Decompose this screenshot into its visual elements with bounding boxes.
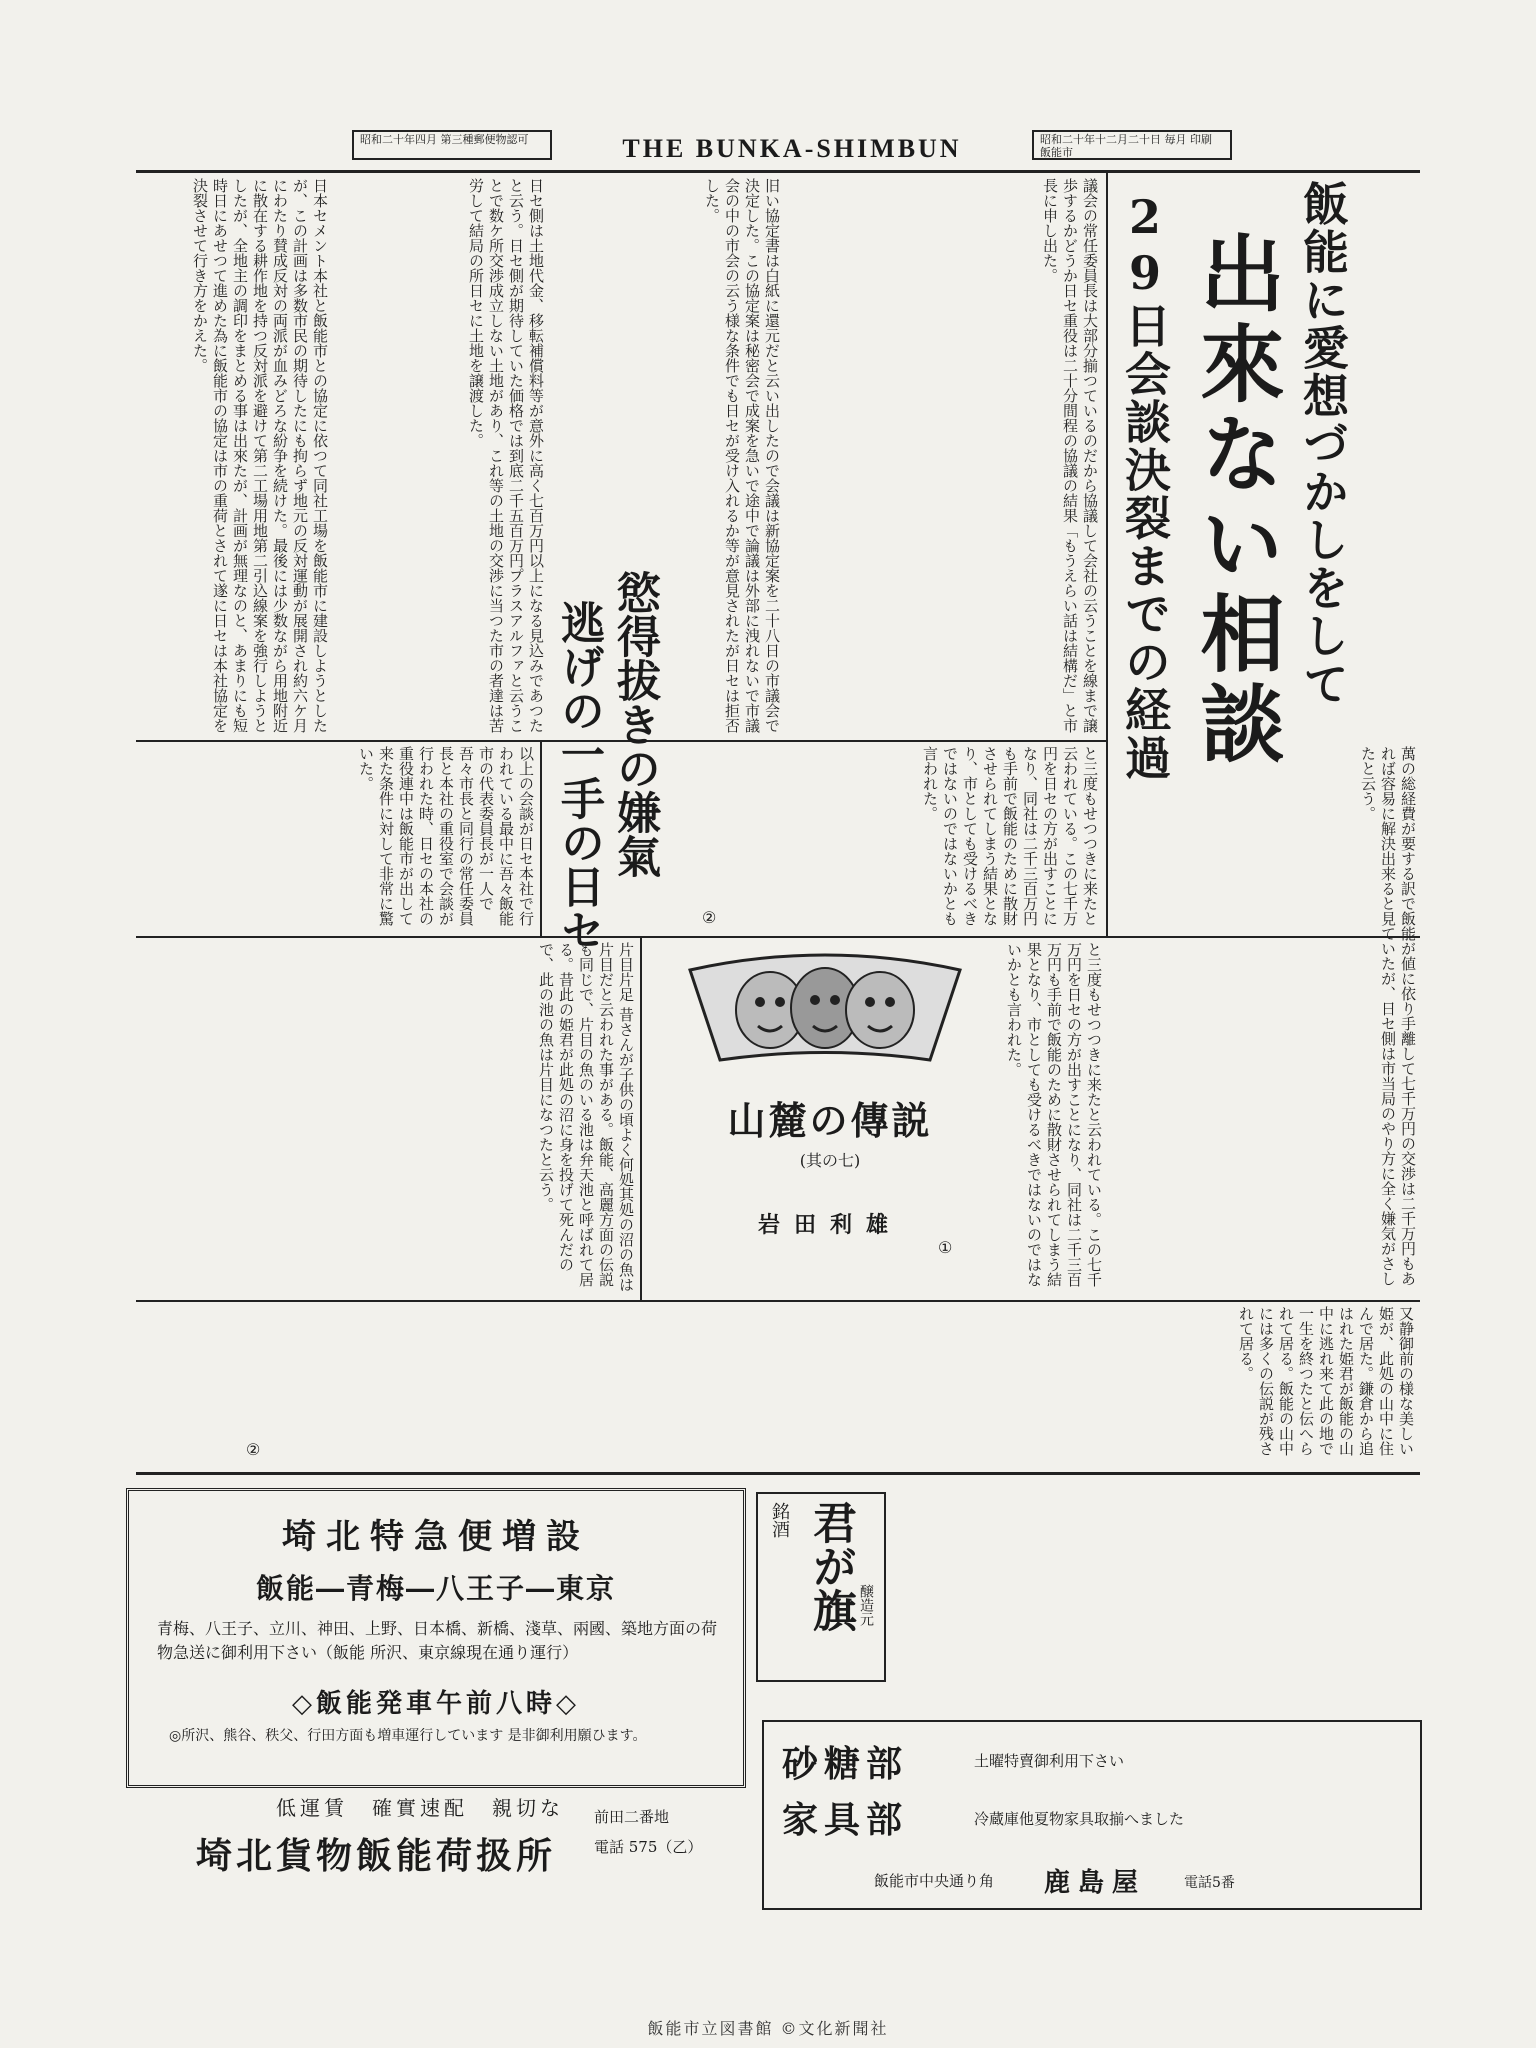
article-col-a: 日本セメント本社と飯能市との協定に依つて同社工場を飯能市に建設しようとしたが、この計画は多数市民の期待したにも拘らず地元の反対運動が展開され約六ケ月にわたり賛成反対の両派が血みどろな紛争を続けた。最後には少数ながら用地附近に散在する耕作地を持つ反対派を避けて第二工場用地第二引込線案を強行しようとしたが、全地主の調印をまとめる事は出來たが、計画が無理なのと、あまりにも短時日にあせつて進めた為に飯能市の協定は市の重荷とされて遂に日セは本社協定を決裂させて行き方をかえた。 bbox=[191, 178, 329, 733]
ad-shop-dept-sugar: 砂糖部 bbox=[782, 1743, 909, 1785]
ad-bus-note: ◎所沢、熊谷、秩父、行田方面も増車運行しています 是非御利用願ひます。 bbox=[169, 1728, 647, 1744]
headline-top: 飯能に愛想づかしをして bbox=[1296, 180, 1350, 708]
masthead bbox=[352, 128, 1232, 170]
masthead-right-box: 昭和二十年十二月二十日 毎月 印刷 飯能市 bbox=[1032, 130, 1232, 160]
ad-kashimaya bbox=[762, 1720, 1422, 1910]
headline-main: 出來ない相談 bbox=[1187, 230, 1286, 770]
article-col-c: 旧い協定書は白紙に還元だと云い出したので会議は新協定案を二十八日の市議会で決定した。この協定案は秘密会で成案を急いで途中で論議は外部に洩れないで市議会の中の市会の云う様な条件でも日セが受け入れるか等が意見されたが日セは拒否した。 bbox=[703, 178, 781, 733]
subhead-line-2: 逃げの一手の日セ bbox=[553, 600, 604, 952]
ad-shop-name: 鹿島屋 bbox=[1044, 1868, 1147, 1898]
ad-freight-company bbox=[126, 1792, 746, 1912]
ad-sake bbox=[756, 1492, 886, 1682]
headline-sub: 29日会談決裂までの経過 bbox=[1118, 190, 1172, 782]
ad-sake-maker: 醸造元 bbox=[858, 1584, 874, 1626]
ad-freight-address: 前田二番地 bbox=[594, 1808, 670, 1826]
ad-bus-title: 埼北特急便増設 bbox=[282, 1517, 590, 1557]
ad-bus-desc: 青梅、八王子、立川、神田、上野、日本橋、新橋、淺草、兩國、築地方面の荷物急送に御利用下さい（飯能 所沢、東京線現在通り運行） bbox=[157, 1619, 718, 1662]
ad-sake-brand: 君が旗 bbox=[805, 1500, 856, 1632]
column-divider-2 bbox=[540, 742, 542, 938]
ad-bus-route: 飯能―青梅―八王子―東京 bbox=[255, 1572, 616, 1605]
ad-freight-name: 埼北貨物飯能荷扱所 bbox=[196, 1835, 557, 1877]
article-col-e: 以上の会談が日セ本社で行われている最中に吾々飯能市の代表委員長が一人で吾々市長と同行の常任委員長と本社の重役室で会談が行われた時、日セの本社の重役連中は飯能市が出して来た条件に対して非常に驚いた。 bbox=[357, 746, 535, 926]
article-col-g: 萬の総経費が要する訳で飯能が値に依り手離して七千万円の交渉は二千万円もあれば容易に解決出来ると見ていたが、日セ側は市当局のやり方に全く嫌気がさしたと云う。 bbox=[1359, 746, 1417, 1286]
column-divider-1 bbox=[1106, 172, 1108, 936]
subhead-line-1: 慾得拔きの嫌氣 bbox=[609, 570, 660, 878]
top-rule bbox=[136, 170, 1420, 173]
serial-title: 山麓の傳説 bbox=[727, 1098, 933, 1143]
column-divider-3 bbox=[640, 938, 642, 1300]
article-col-b: 日セ側は土地代金、移転補償料等が意外に高く七百万円以上になる見込みであつたと云う。日セ側が期待していた価格では到底二千五百万円プラスアルファと云うことで数ケ所交渉成立しない土地があり、これ等の土地の交渉に当つた市の者達は苦労して結局の所日セに土地を譲渡した。 bbox=[467, 178, 545, 733]
page-footer-credit: 飯能市立図書館 ©文化新聞社 bbox=[647, 2019, 889, 2038]
section-rule-4 bbox=[136, 1472, 1420, 1475]
article-col-h: と三度もせつつきに来たと云われている。この七千万円を日セの方が出すことになり、同社は二千三百万円も手前で飯能のために散財させられてしまう結果となり、市としても受けるべきではないのではないかとも言われた。 bbox=[1005, 942, 1103, 1287]
ad-shop-dept-furniture-note: 冷蔵庫他夏物家具取揃へました bbox=[974, 1810, 1185, 1828]
ad-freight-slogan: 低運賃 確實速配 親切な bbox=[276, 1796, 564, 1820]
marker-circle-1: ① bbox=[938, 1238, 953, 1257]
masthead-title: THE BUNKA-SHIMBUN bbox=[622, 134, 962, 163]
ad-shop-dept-sugar-note: 土曜特賣御利用下さい bbox=[974, 1752, 1125, 1770]
legend-col-2: 又静御前の様な美しい姫が、此処の山中に住んで居た。鎌倉から追はれた姫君が飯能の山中に逃れ来て此の地で一生を終つたと伝へられて居る。飯能の山中には多くの伝説が残されて居る。 bbox=[1237, 1306, 1415, 1456]
masks-emblem-icon bbox=[680, 950, 970, 1070]
legend-col-1: 片目片足 昔さんが子供の頃よく何処其処の沼の魚は片目だと云われた事がある。飯能、高麗方面の伝説も同じで、片目の魚のいる池は弁天池と呼ばれて居る。昔此の姫君が此処の沼に身を投げて死んだので、此の池の魚は片目になつたと云う。 bbox=[537, 942, 635, 1292]
serial-box bbox=[655, 950, 1005, 1270]
ad-sake-label: 銘酒 bbox=[769, 1502, 790, 1538]
article-col-d: 議会の常任委員長は大部分揃つているのだから協議して会社の云うことを線まで譲歩するかどうか日セ重役は二十分間程の協議の結果「もうえらい話は結構だ」と市長に申し出た。 bbox=[1041, 178, 1099, 733]
serial-number: (其の七) bbox=[799, 1151, 861, 1170]
article-col-f: と三度もせつつきに来たと云われている。この七千万円を日セの方が出すことになり、同社は二千三百万円も手前で飯能のために散財させられてしまう結果となり、市としても受けるべきではないのではないかとも言われた。 bbox=[921, 746, 1099, 926]
section-rule-3 bbox=[136, 1300, 1420, 1302]
ad-shop-dept-furniture: 家具部 bbox=[782, 1799, 909, 1841]
masthead-left-box: 昭和二十年四月 第三種郵便物認可 bbox=[352, 130, 552, 160]
ad-shop-address: 飯能市中央通り角 bbox=[874, 1872, 995, 1890]
ad-express-bus bbox=[126, 1488, 746, 1788]
marker-circle-2: ② bbox=[702, 908, 717, 927]
ad-shop-tel: 電話5番 bbox=[1184, 1875, 1235, 1891]
ad-freight-tel: 電話 575（乙） bbox=[594, 1838, 703, 1856]
marker-circle-3: ② bbox=[246, 1440, 261, 1459]
ad-bus-depart: ◇飯能発車午前八時◇ bbox=[292, 1689, 580, 1719]
serial-author: 岩田利雄 bbox=[757, 1212, 902, 1238]
